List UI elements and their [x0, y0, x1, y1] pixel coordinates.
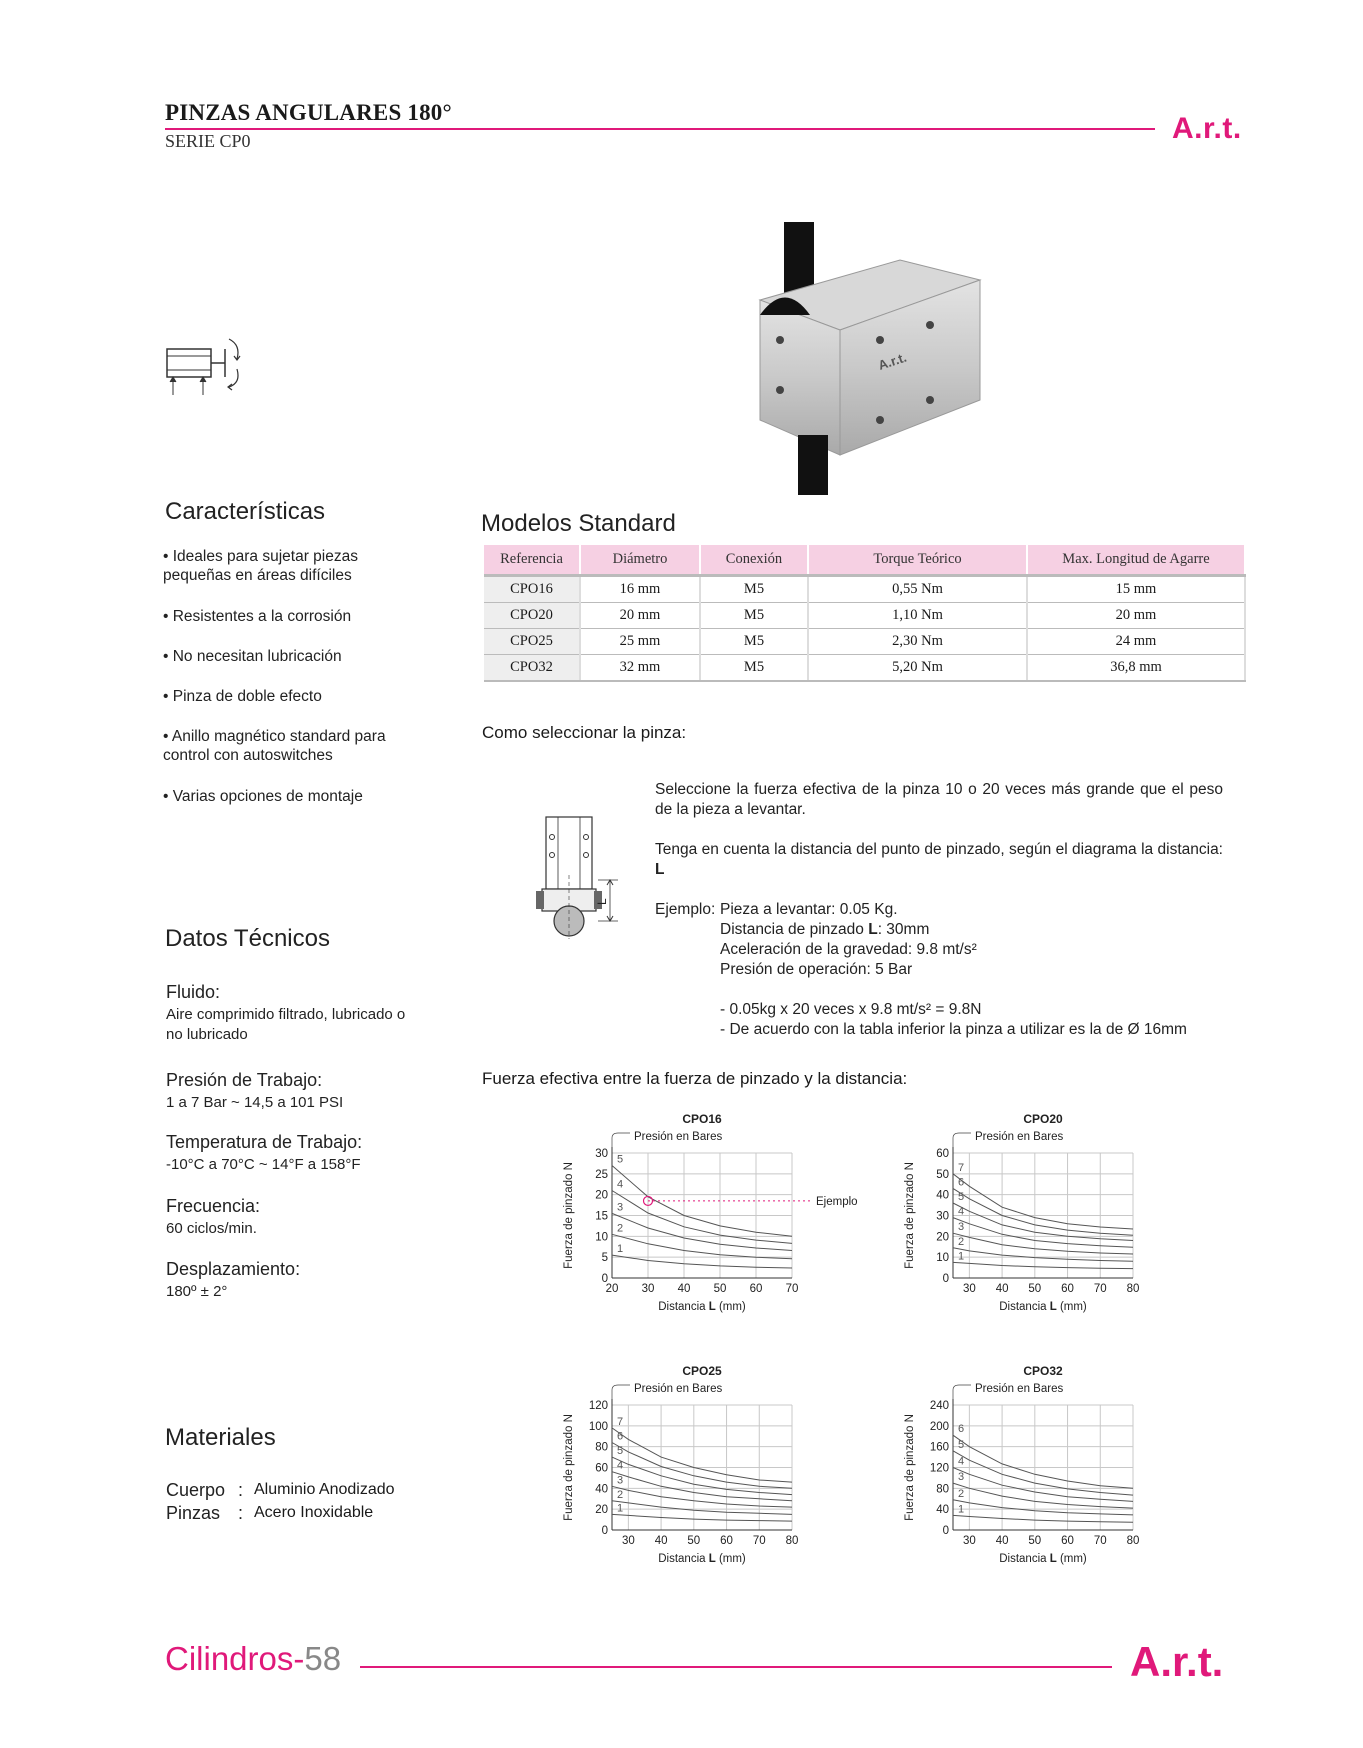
- table-cell: M5: [700, 603, 808, 629]
- x-tick-label: 70: [1093, 1283, 1107, 1295]
- example-line: Pieza a levantar: 0.05 Kg.: [720, 901, 898, 918]
- column-header: Diámetro: [580, 545, 700, 576]
- table-cell: 2,30 Nm: [808, 629, 1027, 655]
- pressure-bracket: [612, 1385, 630, 1400]
- example-line: [720, 920, 929, 940]
- y-tick-label: 10: [595, 1231, 608, 1244]
- y-tick-label: 60: [936, 1148, 949, 1160]
- x-tick-label: 30: [962, 1283, 976, 1295]
- chart-title: CPO25: [682, 1364, 722, 1378]
- material-label: Cuerpo: [166, 1480, 226, 1500]
- selection-text: Tenga en cuenta la distancia del punto de pinzado, según el diagrama la distancia:: [655, 841, 1223, 858]
- feature-item: • Pinza de doble efecto: [163, 688, 322, 705]
- tech-label: Desplazamiento:: [166, 1259, 301, 1279]
- series-line: [612, 1213, 792, 1250]
- series-line: [953, 1262, 1133, 1268]
- feature-item: • Resistentes a la corrosión: [163, 608, 352, 625]
- table-cell: 32 mm: [580, 655, 700, 682]
- tech-heading: Datos Técnicos: [165, 925, 330, 952]
- chart-title: CPO20: [1023, 1112, 1063, 1126]
- footer-logo: A.r.t.: [1130, 1638, 1224, 1685]
- y-axis-label: Fuerza de pinzado N: [563, 1162, 575, 1269]
- tech-value: -10°C a 70°C ~ 14°F a 158°F: [166, 1156, 361, 1173]
- pressure-bracket: [953, 1385, 971, 1400]
- example-text: Distancia de pinzado: [720, 921, 869, 938]
- y-tick-label: 15: [595, 1210, 608, 1223]
- pressure-label: Presión en Bares: [975, 1383, 1064, 1395]
- y-tick-label: 20: [595, 1504, 608, 1517]
- material-value: Aluminio Anodizado: [254, 1481, 395, 1498]
- x-tick-label: 50: [1028, 1535, 1042, 1547]
- footer-text: Cilindros-: [165, 1640, 305, 1677]
- tech-value: 60 ciclos/min.: [166, 1220, 257, 1237]
- series-label: 3: [617, 1201, 624, 1214]
- materials-heading: Materiales: [165, 1424, 276, 1451]
- table-header-row: [484, 545, 1245, 576]
- footer-rule: [360, 1666, 1112, 1668]
- table-cell: CPO20: [484, 603, 580, 629]
- y-tick-label: 10: [936, 1252, 949, 1265]
- series-label: 2: [958, 1487, 965, 1500]
- x-tick-label: 30: [962, 1535, 976, 1547]
- x-tick-label: 80: [785, 1535, 799, 1547]
- table-row: [484, 603, 1245, 629]
- series-label: 6: [617, 1430, 624, 1443]
- series-label: 4: [617, 1178, 624, 1191]
- table-cell: M5: [700, 576, 808, 603]
- page-title: PINZAS ANGULARES 180°: [165, 100, 452, 125]
- series-label: 5: [958, 1191, 965, 1203]
- y-tick-label: 30: [595, 1148, 608, 1160]
- table-cell: CPO25: [484, 629, 580, 655]
- y-tick-label: 100: [588, 1420, 608, 1433]
- table-cell: 25 mm: [580, 629, 700, 655]
- y-tick-label: 20: [595, 1189, 608, 1202]
- series-label: 3: [617, 1474, 624, 1487]
- example-label: Ejemplo: [816, 1195, 858, 1208]
- y-axis-label: Fuerza de pinzado N: [904, 1162, 916, 1269]
- series-label: 5: [617, 1153, 624, 1166]
- selection-heading: Como seleccionar la pinza:: [482, 723, 687, 742]
- table-cell: 15 mm: [1027, 576, 1245, 603]
- series-line: [953, 1435, 1133, 1488]
- material-label: Pinzas: [166, 1503, 221, 1523]
- selection-paragraph: [655, 840, 1223, 880]
- feature-item: • Anillo magnético standard para control con autoswitches: [163, 728, 386, 764]
- series-label: 3: [958, 1221, 965, 1234]
- selection-paragraph: Seleccione la fuerza efectiva de la pinza 10 o 20 veces más grande que el peso de la pieza a levantar.: [655, 781, 1223, 818]
- y-tick-label: 200: [929, 1420, 949, 1433]
- x-tick-label: 40: [677, 1283, 691, 1295]
- x-axis-label: Distancia L (mm): [999, 1553, 1087, 1565]
- series-label: 2: [617, 1222, 624, 1235]
- series-label: 4: [958, 1205, 965, 1218]
- pressure-label: Presión en Bares: [634, 1383, 723, 1395]
- x-tick-label: 40: [995, 1283, 1009, 1295]
- table-cell: M5: [700, 629, 808, 655]
- x-tick-label: 70: [752, 1535, 766, 1547]
- y-tick-label: 20: [936, 1231, 949, 1244]
- svg-text:A.r.t.: A.r.t.: [876, 349, 909, 373]
- feature-item: • Varias opciones de montaje: [163, 788, 363, 805]
- gripper-product-image: [740, 220, 980, 500]
- series-line: [612, 1501, 792, 1515]
- feature-item: • No necesitan lubricación: [163, 648, 342, 665]
- y-tick-label: 60: [595, 1462, 608, 1475]
- y-tick-label: 5: [601, 1252, 608, 1265]
- series-line: [953, 1218, 1133, 1248]
- series-label: 6: [958, 1176, 965, 1189]
- page-number: 58: [304, 1640, 342, 1677]
- table-row: [484, 629, 1245, 655]
- features-heading: Características: [165, 498, 326, 525]
- x-axis-label: Distancia L (mm): [658, 1553, 746, 1565]
- force-heading: Fuerza efectiva entre la fuerza de pinzado y la distancia:: [482, 1069, 908, 1088]
- x-axis-label: Distancia L (mm): [658, 1301, 746, 1313]
- tech-label: Frecuencia:: [166, 1196, 261, 1216]
- series-label: 7: [958, 1161, 965, 1174]
- x-tick-label: 50: [687, 1535, 701, 1547]
- y-tick-label: 50: [936, 1168, 949, 1181]
- tech-label: Presión de Trabajo:: [166, 1070, 323, 1090]
- tech-label: Fluido:: [166, 982, 221, 1002]
- y-tick-label: 40: [936, 1504, 949, 1517]
- series-label: 1: [958, 1503, 965, 1516]
- models-heading: Modelos Standard: [481, 510, 676, 537]
- calc-line: - 0.05kg x 20 veces x 9.8 mt/s² = 9.8N: [720, 1001, 982, 1018]
- series-line: [612, 1443, 792, 1489]
- feature-item: • Ideales para sujetar piezas pequeñas en áreas difíciles: [163, 548, 358, 584]
- series-label: 5: [958, 1438, 965, 1451]
- y-tick-label: 0: [601, 1525, 608, 1537]
- series-label: 1: [958, 1250, 965, 1263]
- material-sep: :: [238, 1480, 244, 1500]
- pressure-label: Presión en Bares: [634, 1131, 723, 1143]
- series-line: [612, 1428, 792, 1482]
- x-tick-label: 40: [995, 1535, 1009, 1547]
- x-tick-label: 30: [621, 1535, 635, 1547]
- table-cell: 0,55 Nm: [808, 576, 1027, 603]
- example-label: Ejemplo:: [655, 901, 716, 918]
- series-line: [953, 1188, 1133, 1235]
- pressure-bracket: [953, 1133, 971, 1148]
- x-tick-label: 60: [749, 1283, 763, 1295]
- tech-value: 180º ± 2°: [166, 1283, 228, 1300]
- x-tick-label: 70: [785, 1283, 799, 1295]
- pneumatic-symbol-icon: [163, 335, 248, 400]
- tech-value: 1 a 7 Bar ~ 14,5 a 101 PSI: [166, 1094, 344, 1111]
- selection-bold: L: [655, 861, 665, 878]
- column-header: Referencia: [484, 545, 580, 576]
- chart-title: CPO32: [1023, 1364, 1063, 1378]
- example-line: Presión de operación: 5 Bar: [720, 961, 913, 978]
- header-rule: [165, 128, 1155, 130]
- series-label: 1: [617, 1243, 624, 1256]
- y-tick-label: 120: [588, 1400, 608, 1412]
- y-tick-label: 40: [936, 1189, 949, 1202]
- y-tick-label: 120: [929, 1462, 949, 1475]
- table-cell: CPO16: [484, 576, 580, 603]
- pressure-bracket: [612, 1133, 630, 1148]
- table-row: [484, 655, 1245, 682]
- page-subtitle: SERIE CP0: [165, 131, 251, 151]
- series-label: 4: [617, 1459, 624, 1472]
- header-logo: A.r.t.: [1172, 112, 1242, 145]
- table-row: [484, 576, 1245, 603]
- calc-line: - De acuerdo con la tabla inferior la pinza a utilizar es la de Ø 16mm: [720, 1021, 1187, 1038]
- series-label: 3: [958, 1471, 965, 1484]
- y-tick-label: 25: [595, 1168, 608, 1181]
- series-line: [953, 1203, 1133, 1241]
- example-line: Aceleración de la gravedad: 9.8 mt/s²: [720, 941, 977, 958]
- y-tick-label: 40: [595, 1483, 608, 1496]
- chart-cpo20: [893, 1108, 1193, 1336]
- x-tick-label: 50: [713, 1283, 727, 1295]
- x-tick-label: 30: [641, 1283, 655, 1295]
- series-label: 4: [958, 1455, 965, 1468]
- x-tick-label: 40: [654, 1535, 668, 1547]
- table-cell: 24 mm: [1027, 629, 1245, 655]
- y-tick-label: 240: [929, 1400, 949, 1412]
- y-axis-label: Fuerza de pinzado N: [904, 1414, 916, 1521]
- example-bold: L: [868, 921, 878, 938]
- y-tick-label: 30: [936, 1210, 949, 1223]
- y-tick-label: 80: [595, 1441, 608, 1454]
- table-cell: 36,8 mm: [1027, 655, 1245, 682]
- tech-label: Temperatura de Trabajo:: [166, 1132, 363, 1152]
- table-cell: 1,10 Nm: [808, 603, 1027, 629]
- y-tick-label: 160: [929, 1441, 949, 1454]
- chart-title: CPO16: [682, 1112, 722, 1126]
- x-tick-label: 80: [1126, 1283, 1140, 1295]
- table-cell: 20 mm: [1027, 603, 1245, 629]
- x-tick-label: 60: [720, 1535, 733, 1547]
- column-header: Conexión: [700, 545, 808, 576]
- material-sep: :: [238, 1503, 244, 1523]
- column-header: Torque Teórico: [808, 545, 1027, 576]
- series-label: 7: [617, 1415, 624, 1428]
- table-cell: 20 mm: [580, 603, 700, 629]
- y-tick-label: 0: [942, 1273, 949, 1285]
- table-cell: 16 mm: [580, 576, 700, 603]
- series-label: 1: [617, 1502, 624, 1515]
- tech-value: Aire comprimido filtrado, lubricado o no lubricado: [166, 1006, 406, 1043]
- chart-cpo16: [552, 1108, 858, 1336]
- x-tick-label: 80: [1126, 1535, 1140, 1547]
- series-label: 2: [958, 1235, 965, 1248]
- column-header: Max. Longitud de Agarre: [1027, 545, 1245, 576]
- models-table: [484, 545, 1246, 682]
- series-label: 6: [958, 1423, 965, 1436]
- table-cell: 5,20 Nm: [808, 655, 1027, 682]
- x-tick-label: 60: [1061, 1283, 1074, 1295]
- chart-cpo32: [893, 1360, 1193, 1588]
- series-line: [612, 1457, 792, 1495]
- example-value: : 30mm: [877, 921, 930, 938]
- series-label: 2: [617, 1488, 624, 1501]
- series-line: [612, 1191, 792, 1244]
- footer-section-label: [165, 1640, 341, 1678]
- x-axis-label: Distancia L (mm): [999, 1301, 1087, 1313]
- table-cell: M5: [700, 655, 808, 682]
- series-line: [953, 1515, 1133, 1522]
- pressure-label: Presión en Bares: [975, 1131, 1064, 1143]
- series-line: [612, 1514, 792, 1521]
- y-tick-label: 0: [942, 1525, 949, 1537]
- y-tick-label: 80: [936, 1483, 949, 1496]
- diagram-length-label: L: [595, 898, 609, 905]
- x-tick-label: 50: [1028, 1283, 1042, 1295]
- table-cell: CPO32: [484, 655, 580, 682]
- gripper-diagram: [518, 815, 618, 940]
- y-axis-label: Fuerza de pinzado N: [563, 1414, 575, 1521]
- series-line: [953, 1174, 1133, 1229]
- y-tick-label: 0: [601, 1273, 608, 1285]
- x-tick-label: 60: [1061, 1535, 1074, 1547]
- x-tick-label: 70: [1093, 1535, 1107, 1547]
- series-line: [612, 1234, 792, 1259]
- x-tick-label: 20: [605, 1283, 619, 1295]
- chart-cpo25: [552, 1360, 852, 1588]
- series-label: 5: [617, 1445, 624, 1458]
- material-value: Acero Inoxidable: [254, 1504, 374, 1521]
